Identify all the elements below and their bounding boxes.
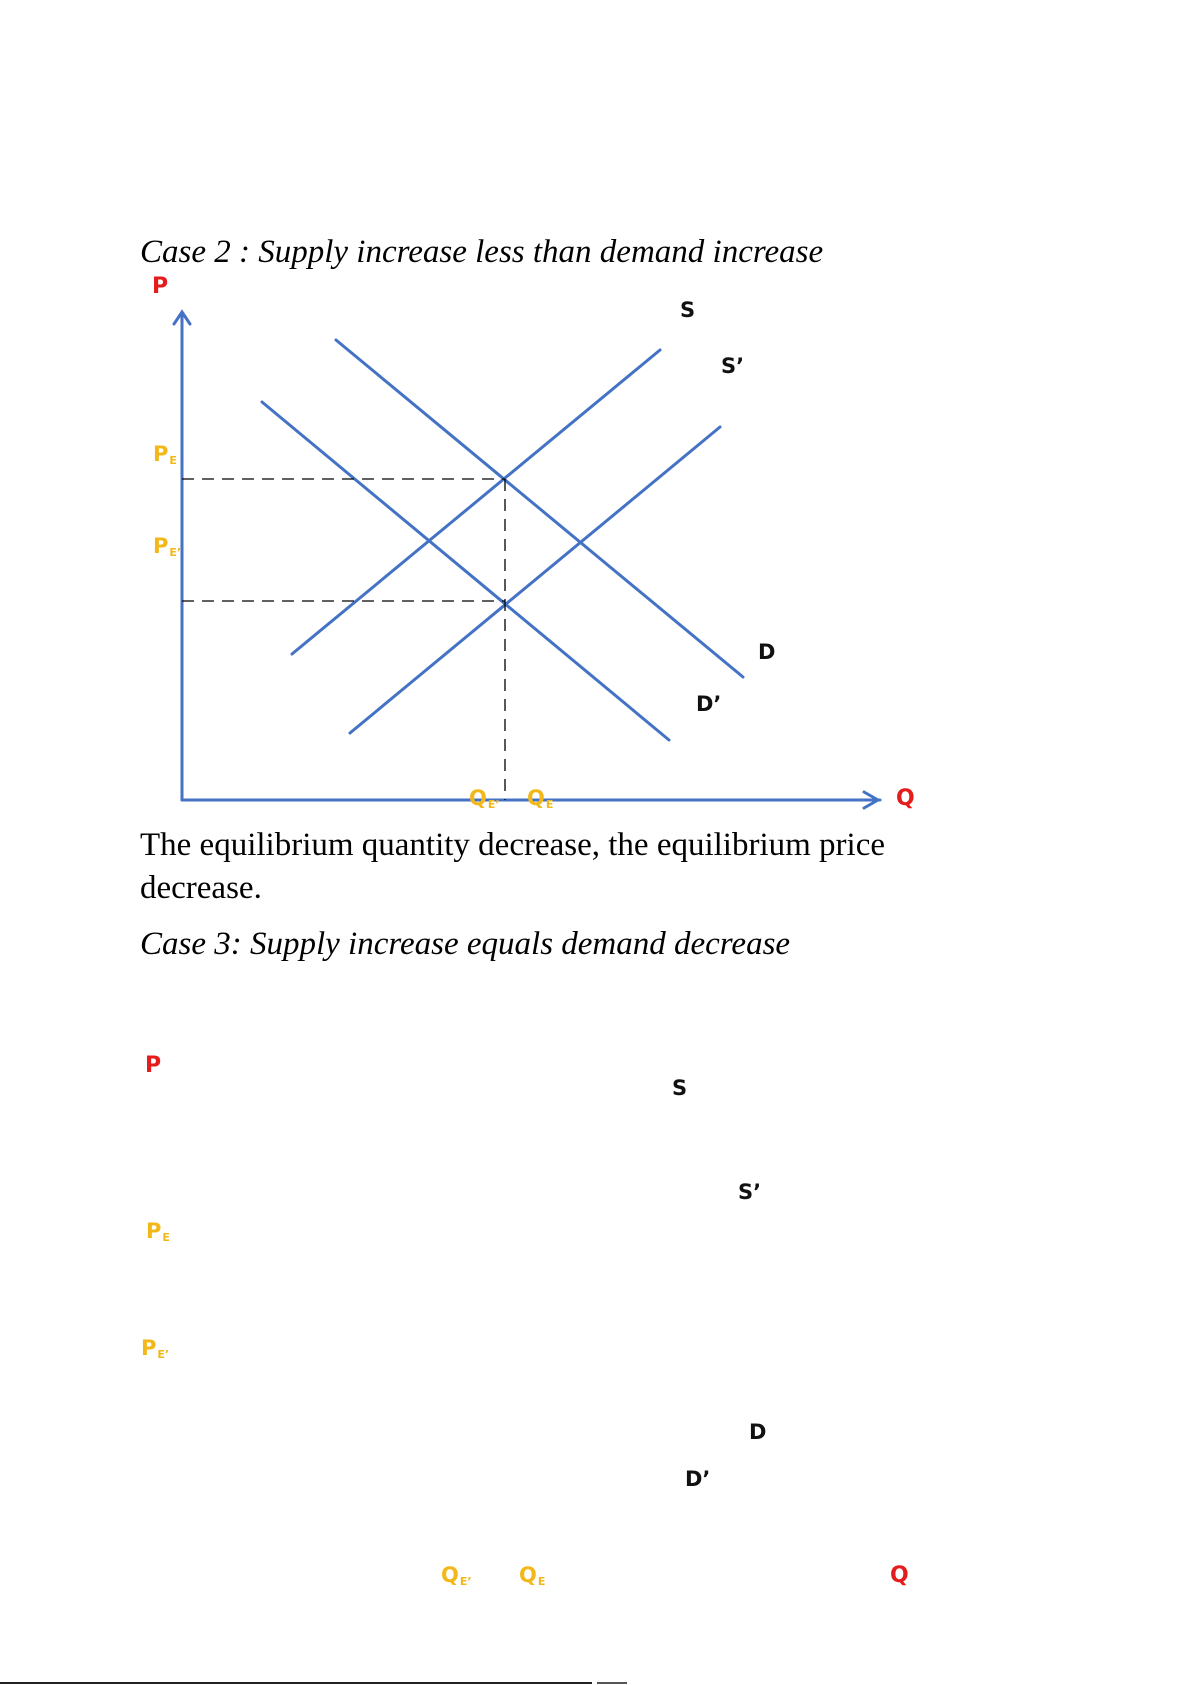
case3-pe-prime-label: $P_{E’}$ [141,1336,170,1361]
case3-d-label: D [749,1420,767,1444]
case2-d-label: D [758,640,776,664]
case2-q-axis-label: Q [896,786,915,811]
case3-s-prime-label: S’ [738,1180,762,1204]
case3-pe-label: $P_E$ [146,1219,170,1244]
case2-heading: Case 2 : Supply increase less than demand increase [140,234,824,270]
case3-q-axis-label: Q [890,1563,909,1588]
supply-curve-s [292,350,660,654]
demand-curve-d [336,340,743,677]
case2-qe-label: $Q_E$ [527,786,554,811]
supply-curve-s-prime [350,427,720,733]
case2-conclusion-line2: decrease. [140,870,262,906]
case3-qe-prime-label: $Q_{E’}$ [441,1563,472,1588]
case2-pe-label: $P_E$ [153,442,177,467]
case2-pe-prime-label: $P_{E’}$ [153,534,182,559]
case3-s-label: S [672,1076,688,1100]
case2-s-prime-label: S’ [721,354,745,378]
bottom-divider-fragment [597,1682,627,1684]
demand-curve-d-prime [262,402,669,740]
case3-p-axis-label: P [145,1053,162,1078]
case2-qe-prime-label: $Q_{E’}$ [469,786,500,811]
case3-qe-label: $Q_E$ [519,1563,546,1588]
case2-s-label: S [680,298,696,322]
case2-conclusion-line1: The equilibrium quantity decrease, the equilibrium price [140,827,885,863]
case2-p-axis-label: P [152,274,169,299]
case3-d-prime-label: D’ [685,1467,711,1491]
case2-d-prime-label: D’ [696,692,722,716]
bottom-divider [0,1682,592,1684]
case3-heading: Case 3: Supply increase equals demand decrease [140,926,791,962]
